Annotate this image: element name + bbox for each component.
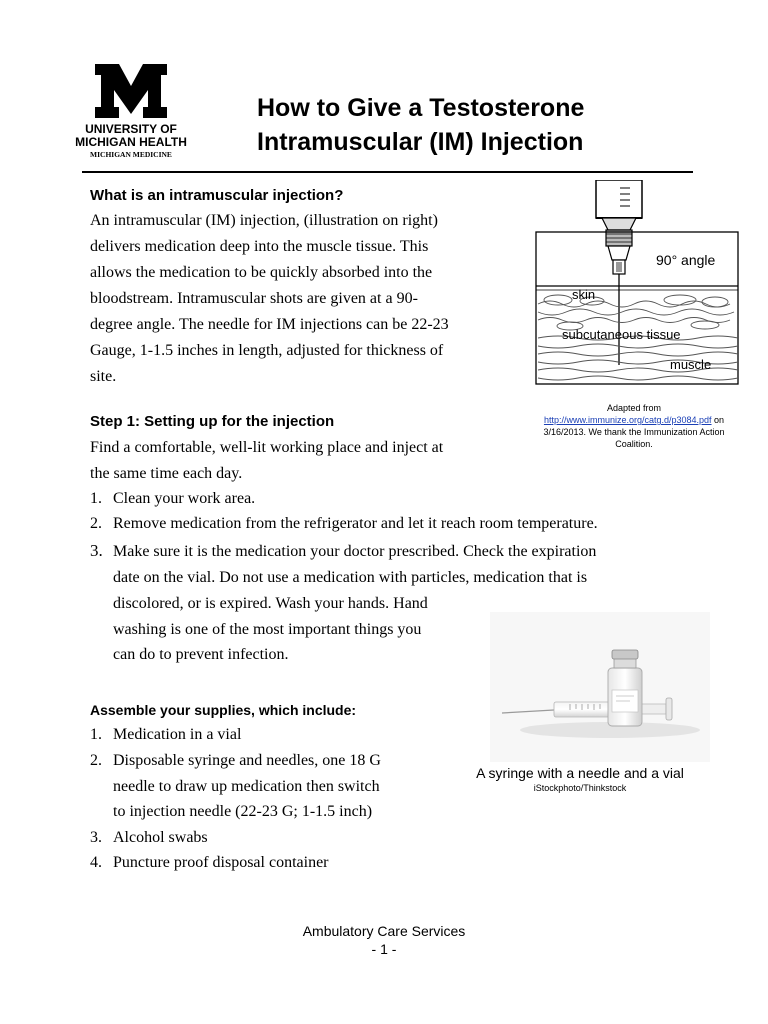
step1-item-text: Clean your work area. xyxy=(113,490,256,507)
step1-item-text: Remove medication from the refrigerator and let it reach room temperature. xyxy=(113,515,598,532)
supplies-item-text: Alcohol swabs xyxy=(113,829,208,846)
step1-intro-line: the same time each day. xyxy=(90,465,243,482)
logo-text-university-of: UNIVERSITY OF xyxy=(85,122,177,136)
intro-line: Gauge, 1-1.5 inches in length, adjusted for thickness of xyxy=(90,342,444,359)
diagram-source-link[interactable]: http://www.immunize.org/catg.d/p3084.pdf xyxy=(543,415,712,425)
intro-line: delivers medication deep into the muscle tissue. This xyxy=(90,238,429,255)
intro-line: An intramuscular (IM) injection, (illustration on right) xyxy=(90,212,438,229)
footer-department: Ambulatory Care Services xyxy=(302,923,466,939)
page-number: - 1 - xyxy=(371,941,397,957)
supplies-item-text: Disposable syringe and needles, one 18 G xyxy=(113,752,381,769)
intro-line: allows the medication to be quickly absorbed into the xyxy=(90,264,433,281)
supplies-item-text: needle to draw up medication then switch xyxy=(113,778,380,795)
diagram-label-subcutaneous: subcutaneous tissue xyxy=(562,327,681,342)
diagram-label-angle: 90° angle xyxy=(656,252,716,268)
diagram-credit-line-1: Adapted from xyxy=(606,403,662,413)
supplies-item-number: 4. xyxy=(90,854,102,871)
syringe-and-vial-photo xyxy=(490,612,710,762)
diagram-credit-line-2 xyxy=(526,414,742,426)
logo-text-michigan-medicine: MICHIGAN MEDICINE xyxy=(90,150,172,159)
diagram-credit-line-4: Coalition. xyxy=(615,439,653,449)
supplies-item-number: 1. xyxy=(90,726,102,743)
diagram-credit-line-3: 3/16/2013. We thank the Immunization Action xyxy=(543,427,725,437)
intro-heading: What is an intramuscular injection? xyxy=(90,187,344,204)
intro-line: bloodstream. Intramuscular shots are given at a 90- xyxy=(90,290,418,307)
intro-line: site. xyxy=(90,368,117,385)
supplies-item-text: Puncture proof disposal container xyxy=(113,854,329,871)
diagram-credit-on: on xyxy=(711,415,725,425)
supplies-item-number: 3. xyxy=(90,829,102,846)
im-injection-diagram xyxy=(530,180,742,392)
step1-item-number: 3. xyxy=(90,541,103,560)
photo-caption: A syringe with a needle and a vial xyxy=(476,765,684,781)
page-title-line-1: How to Give a Testosterone xyxy=(257,94,585,122)
diagram-label-muscle: muscle xyxy=(670,357,712,372)
supplies-item-number: 2. xyxy=(90,752,102,769)
step1-item-text: can do to prevent infection. xyxy=(113,646,289,663)
step1-item-number: 1. xyxy=(90,490,102,507)
supplies-item-text: to injection needle (22-23 G; 1-1.5 inch) xyxy=(113,803,373,820)
university-logo-block-m xyxy=(95,64,167,118)
step1-item-text: discolored, or is expired. Wash your hands. Hand xyxy=(113,595,428,612)
step1-heading: Step 1: Setting up for the injection xyxy=(90,413,335,430)
page-title-line-2: Intramuscular (IM) Injection xyxy=(257,128,584,156)
photo-credit: iStockphoto/Thinkstock xyxy=(533,783,627,793)
supplies-item-text: Medication in a vial xyxy=(113,726,242,743)
step1-item-number: 2. xyxy=(90,515,102,532)
step1-intro-line: Find a comfortable, well-lit working place and inject at xyxy=(90,439,444,456)
step1-item-text: washing is one of the most important things you xyxy=(113,621,422,638)
step1-item-text: date on the vial. Do not use a medication with particles, medication that is xyxy=(113,569,588,586)
title-divider xyxy=(82,171,693,173)
logo-text-michigan-health: MICHIGAN HEALTH xyxy=(75,135,187,149)
supplies-heading: Assemble your supplies, which include: xyxy=(90,702,357,718)
intro-line: degree angle. The needle for IM injections can be 22-23 xyxy=(90,316,449,333)
diagram-label-skin: skin xyxy=(572,287,596,302)
step1-item-text: Make sure it is the medication your doctor prescribed. Check the expiration xyxy=(113,543,597,560)
